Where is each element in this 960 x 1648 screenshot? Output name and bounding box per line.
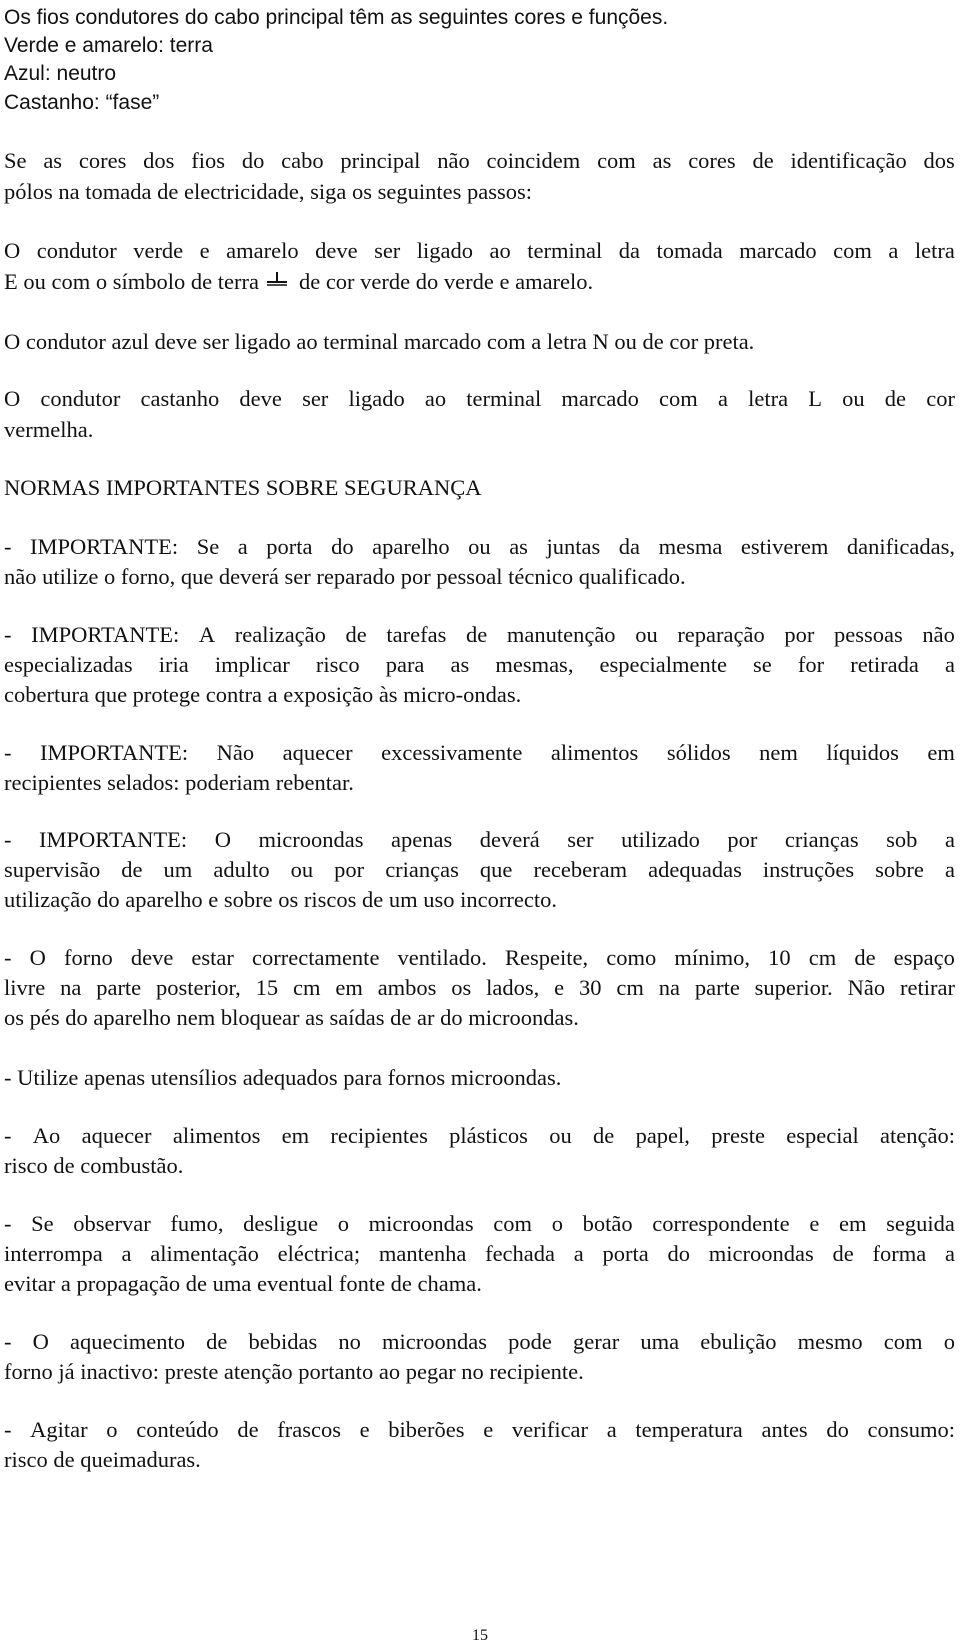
item-8-line-2: interrompa a alimentação eléctrica; mantenha fechada a porta do microondas de forma a: [4, 1241, 955, 1266]
item-2-line-3: cobertura que protege contra a exposição às micro-ondas.: [4, 682, 522, 707]
item-2-line-2: especializadas iria implicar risco para as mesmas, especialmente se for retirada a: [4, 652, 955, 677]
para-verde-line-2: [4, 266, 593, 299]
item-4-line-3: utilização do aparelho e sobre os riscos de um uso incorrecto.: [4, 887, 557, 912]
para-verde-line-1: O condutor verde e amarelo deve ser ligado ao terminal da tomada marcado com a letra: [4, 238, 955, 263]
para-azul-line-1: O condutor azul deve ser ligado ao terminal marcado com a letra N ou de cor preta.: [4, 329, 755, 354]
item-9-line-2: forno já inactivo: preste atenção portanto ao pegar no recipiente.: [4, 1359, 584, 1384]
item-1-line-2: não utilize o forno, que deverá ser reparado por pessoal técnico qualificado.: [4, 564, 686, 589]
item-10-line-1: - Agitar o conteúdo de frascos e biberões e verificar a temperatura antes do consumo:: [4, 1417, 955, 1442]
item-1-line-1: - IMPORTANTE: Se a porta do aparelho ou as juntas da mesma estiverem danificadas,: [4, 534, 955, 559]
intro-line-2: Verde e amarelo: terra: [4, 34, 213, 57]
section-heading: NORMAS IMPORTANTES SOBRE SEGURANÇA: [4, 475, 482, 500]
item-2-line-1: - IMPORTANTE: A realização de tarefas de manutenção ou reparação por pessoas não: [4, 622, 955, 647]
item-10-line-2: risco de queimaduras.: [4, 1447, 201, 1472]
item-8-line-3: evitar a propagação de uma eventual fonte de chama.: [4, 1271, 482, 1296]
item-5-line-2: livre na parte posterior, 15 cm em ambos os lados, e 30 cm na parte superior. Não retirar: [4, 975, 955, 1000]
item-6-line-1: - Utilize apenas utensílios adequados para fornos microondas.: [4, 1065, 562, 1090]
item-4-line-1: - IMPORTANTE: O microondas apenas deverá ser utilizado por crianças sob a: [4, 827, 955, 852]
intro-line-3: Azul: neutro: [4, 62, 117, 85]
para-cores-line-2: pólos na tomada de electricidade, siga os seguintes passos:: [4, 179, 532, 204]
item-3-line-1: - IMPORTANTE: Não aquecer excessivamente alimentos sólidos nem líquidos em: [4, 740, 955, 765]
para-verde-line-2a: E ou com o símbolo de terra: [4, 269, 259, 294]
item-7-line-2: risco de combustão.: [4, 1153, 184, 1178]
item-9-line-1: - O aquecimento de bebidas no microondas pode gerar uma ebulição mesmo com o: [4, 1329, 955, 1354]
intro-line-1: Os fios condutores do cabo principal têm as seguintes cores e funções.: [4, 6, 669, 29]
para-castanho-line-1: O condutor castanho deve ser ligado ao terminal marcado com a letra L ou de cor: [4, 386, 955, 411]
page-number: 15: [472, 1627, 488, 1644]
item-7-line-1: - Ao aquecer alimentos em recipientes plásticos ou de papel, preste especial atenção:: [4, 1123, 955, 1148]
item-4-line-2: supervisão de um adulto ou por crianças que receberam adequadas instruções sobre a: [4, 857, 955, 882]
para-castanho-line-2: vermelha.: [4, 417, 94, 442]
item-8-line-1: - Se observar fumo, desligue o microondas com o botão correspondente e em seguida: [4, 1211, 955, 1236]
item-5-line-3: os pés do aparelho nem bloquear as saídas de ar do microondas.: [4, 1005, 579, 1030]
item-3-line-2: recipientes selados: poderiam rebentar.: [4, 770, 354, 795]
para-verde-line-2b: de cor verde do verde e amarelo.: [298, 269, 594, 294]
earth-ground-icon: [265, 268, 289, 299]
item-5-line-1: - O forno deve estar correctamente ventilado. Respeite, como mínimo, 10 cm de espaço: [4, 945, 955, 970]
para-cores-line-1: Se as cores dos fios do cabo principal não coincidem com as cores de identificação dos: [4, 148, 955, 173]
intro-line-4: Castanho: “fase”: [4, 91, 160, 114]
